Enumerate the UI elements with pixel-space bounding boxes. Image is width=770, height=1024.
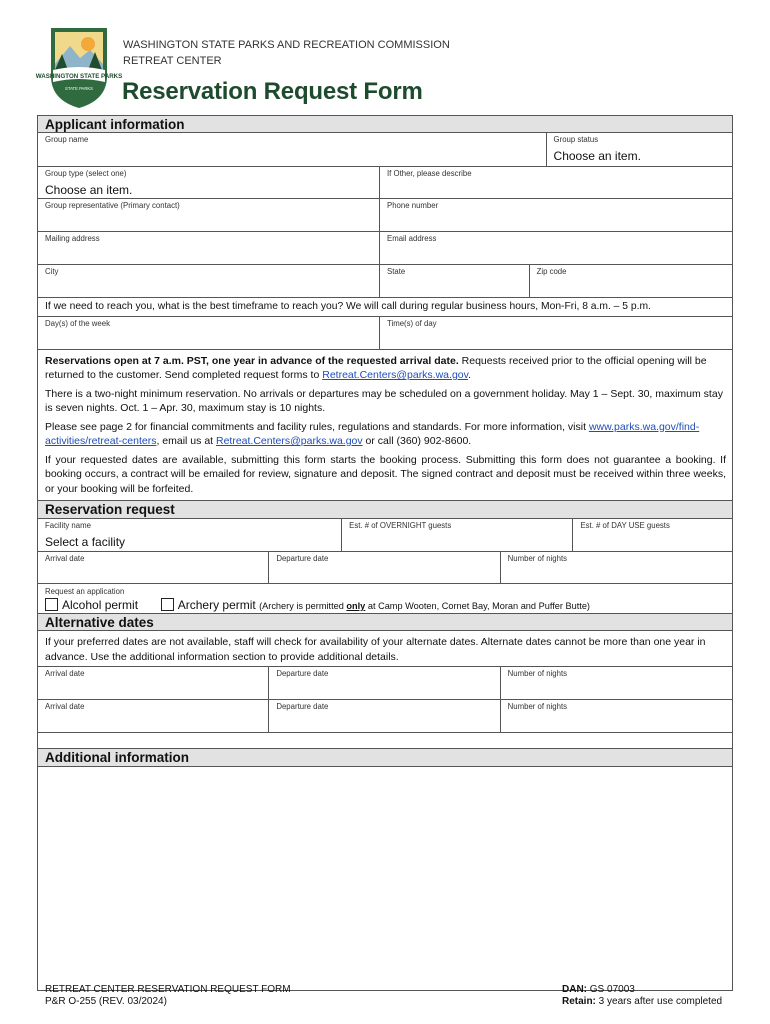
if-other-label: If Other, please describe [387, 169, 472, 178]
alt-nights-label-2: Number of nights [507, 702, 568, 711]
alt-arrival-label-2: Arrival date [45, 702, 85, 711]
alt-nights-label-1: Number of nights [507, 669, 568, 678]
info-opening-bold: Reservations open at 7 a.m. PST, one year in advance of the requested arrival date. [45, 354, 459, 367]
alt-departure-date-field-2[interactable] [269, 700, 500, 732]
alcohol-permit-label: Alcohol permit [62, 598, 139, 612]
permit-options [45, 598, 726, 614]
group-type-label: Group type (select one) [45, 169, 127, 178]
nights-field[interactable] [501, 552, 732, 583]
info-paragraph-3 [45, 420, 726, 449]
footer-dan-value: GS 07003 [587, 984, 635, 995]
footer-retain-label: Retain: [562, 996, 596, 1007]
group-type-field[interactable] [38, 167, 380, 198]
org-subname: RETREAT CENTER [123, 55, 222, 67]
footer-form-number: P&R O-255 (REV. 03/2024) [45, 996, 167, 1007]
group-status-dropdown[interactable]: Choose an item. [553, 149, 641, 163]
section-additional-heading: Additional information [37, 749, 733, 767]
state-field[interactable] [380, 265, 530, 297]
arrival-date-field[interactable] [38, 552, 269, 583]
representative-field[interactable] [38, 199, 380, 231]
section-applicant-heading: Applicant information [37, 115, 733, 133]
email-label: Email address [387, 234, 437, 243]
info-paragraph-2: There is a two-night minimum reservation. No arrivals or departures may be scheduled on a government holiday. May 1 – Sept. 30, maximum stay is seven nights. Oct. 1 – Apr. 30, maximum stay is 10 nights. [45, 387, 723, 414]
nights-label: Number of nights [507, 554, 568, 563]
info-paragraph-4: If your requested dates are available, submitting this form starts the booking process. Submitting this form does not guarantee a booking. If booking occurs, a contract will be emailed for review, signature and deposit. The signed contract and deposit must be received within three weeks, or your booking will be forfeited. [45, 453, 726, 495]
section-alternative-heading: Alternative dates [37, 613, 733, 631]
representative-label: Group representative (Primary contact) [45, 201, 180, 210]
alternative-dates-text: If your preferred dates are not available, staff will check for availability of your alternate dates. Alternate dates cannot be more than one year in advance. Use the additional information section to provide additional details. [37, 631, 733, 667]
alt-arrival-date-field-1[interactable] [38, 667, 269, 699]
group-status-field[interactable] [547, 133, 732, 166]
logo-text: WASHINGTON STATE PARKS [35, 73, 123, 80]
application-request-row [37, 584, 733, 613]
alt-departure-date-field-1[interactable] [269, 667, 500, 699]
group-name-field[interactable] [38, 133, 547, 166]
state-label: State [387, 267, 406, 276]
departure-date-label: Departure date [276, 554, 329, 563]
group-status-label: Group status [553, 135, 599, 144]
info-opening-rest: Requests received prior to the official opening will be returned to the customer. Send completed request forms to [45, 354, 707, 381]
alt-departure-label-2: Departure date [276, 702, 329, 711]
info-p3-c: or call (360) 902-8600. [362, 435, 472, 447]
spacer-row [37, 733, 733, 749]
info-p3-b: , email us at [156, 435, 216, 447]
info-p3-a: Please see page 2 for financial commitments and facility rules, regulations and standards. For more information, visit [45, 420, 589, 433]
facility-label: Facility name [45, 521, 91, 530]
group-type-dropdown[interactable]: Choose an item. [45, 183, 133, 197]
footer-retain-value: 3 years after use completed [595, 996, 723, 1007]
departure-date-field[interactable] [269, 552, 500, 583]
archery-permit-checkbox[interactable] [161, 598, 174, 611]
alt-nights-field-2[interactable] [501, 700, 732, 732]
retreat-email-link[interactable]: Retreat.Centers@parks.wa.gov [322, 369, 469, 381]
archery-note-a: (Archery is permitted [259, 601, 347, 611]
overnight-guests-field[interactable] [342, 519, 573, 551]
times-field[interactable] [380, 317, 732, 349]
reach-timeframe-text: If we need to reach you, what is the best timeframe to reach you? We will call during regular business hours, Mon-Fri, 8 a.m. – 5 p.m. [37, 298, 733, 317]
email-field[interactable] [380, 232, 732, 264]
mailing-address-field[interactable] [38, 232, 380, 264]
footer-form-name: RETREAT CENTER RESERVATION REQUEST FORM [45, 984, 291, 995]
day-use-guests-field[interactable] [573, 519, 732, 551]
alt-arrival-date-field-2[interactable] [38, 700, 269, 732]
alcohol-permit-checkbox[interactable] [45, 598, 58, 611]
section-reservation-heading: Reservation request [37, 501, 733, 519]
days-field[interactable] [38, 317, 380, 349]
times-label: Time(s) of day [387, 318, 437, 328]
alt-departure-label-1: Departure date [276, 669, 329, 678]
info-paragraph-1 [45, 354, 726, 383]
request-application-label: Request an application [45, 587, 125, 596]
additional-info-textarea[interactable] [37, 767, 733, 991]
city-field[interactable] [38, 265, 380, 297]
phone-field[interactable] [380, 199, 732, 231]
footer-dan-label: DAN: [562, 984, 587, 995]
org-name: WASHINGTON STATE PARKS AND RECREATION COMMISSION [123, 39, 450, 51]
city-label: City [45, 267, 59, 276]
phone-label: Phone number [387, 201, 439, 210]
alt-nights-field-1[interactable] [501, 667, 732, 699]
facility-dropdown[interactable]: Select a facility [45, 535, 126, 549]
zip-label: Zip code [536, 267, 567, 276]
mailing-address-label: Mailing address [45, 234, 100, 243]
zip-field[interactable] [530, 265, 732, 297]
archery-note-only: only [346, 601, 366, 611]
reservation-form [37, 115, 733, 991]
page-title: Reservation Request Form [122, 78, 423, 105]
day-use-guests-label: Est. # of DAY USE guests [580, 521, 670, 530]
archery-permit-label: Archery permit [177, 598, 256, 612]
days-label: Day(s) of the week [45, 318, 110, 328]
arrival-date-label: Arrival date [45, 554, 85, 563]
facility-field[interactable] [38, 519, 342, 551]
info-opening-end: . [468, 369, 472, 381]
group-name-label: Group name [45, 135, 89, 144]
alt-arrival-label-1: Arrival date [45, 669, 85, 678]
retreat-email-link-2[interactable]: Retreat.Centers@parks.wa.gov [216, 435, 363, 447]
overnight-guests-label: Est. # of OVERNIGHT guests [349, 521, 452, 530]
if-other-field[interactable] [380, 167, 732, 198]
logo-subtext: STATE PARKS [65, 86, 93, 91]
reservation-info-block [37, 350, 733, 502]
retreat-centers-website-link[interactable]: www.parks.wa.gov/find-activities/retreat-centers [45, 420, 700, 447]
archery-note [259, 601, 590, 611]
footer-dan [562, 984, 635, 995]
footer-retain [562, 996, 722, 1007]
archery-note-b: at Camp Wooten, Cornet Bay, Moran and Puffer Butte) [365, 601, 590, 611]
washington-state-parks-logo [35, 24, 123, 110]
